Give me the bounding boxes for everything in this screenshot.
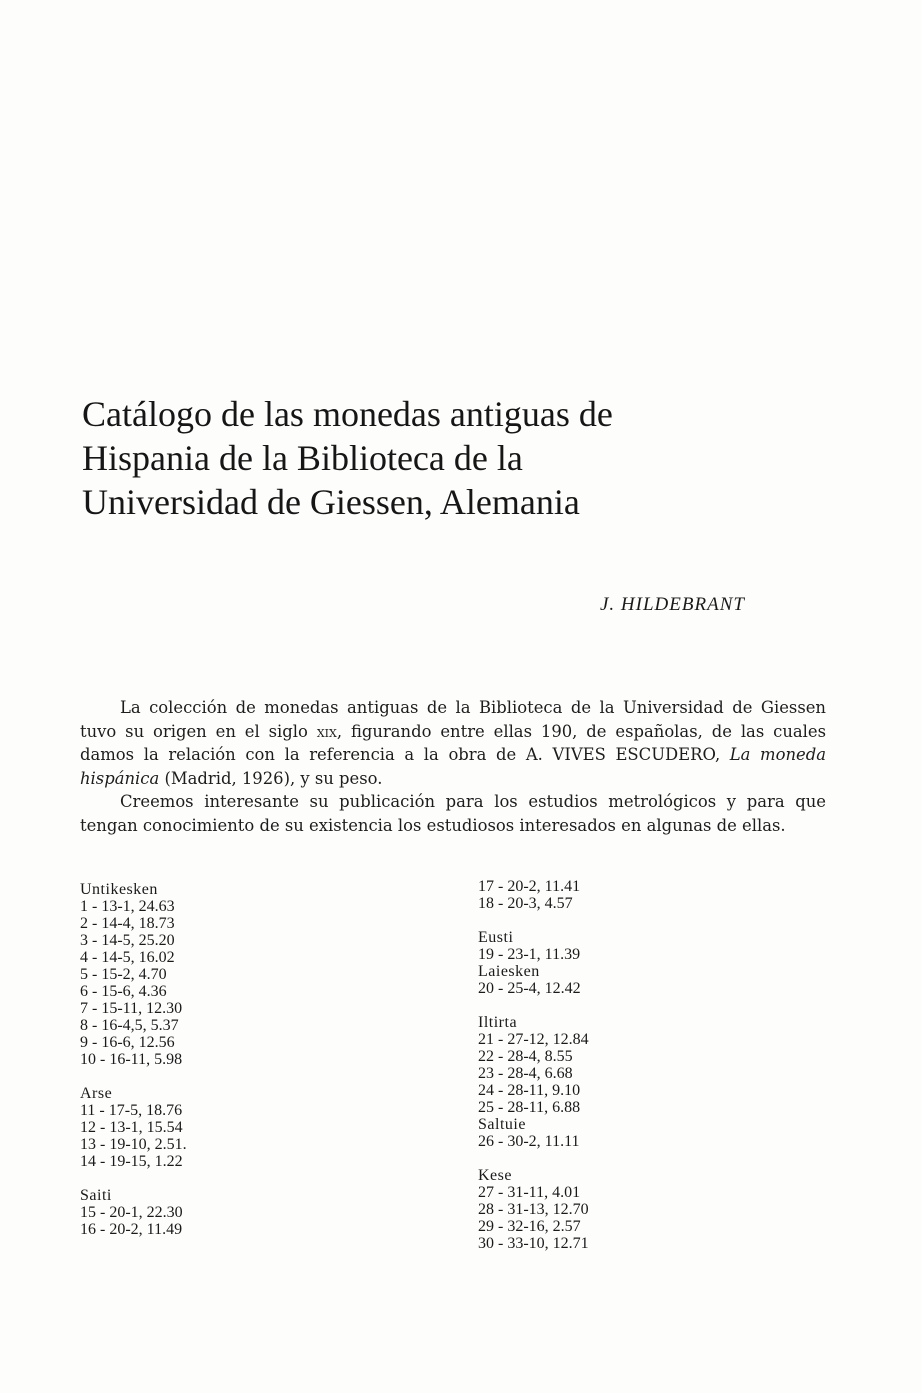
title-line: Universidad de Giessen, Alemania [82, 482, 580, 522]
coin-entry: 16 - 20-2, 11.49 [80, 1221, 183, 1238]
mint-name: Saltuie [478, 1116, 526, 1133]
coin-entry: 12 - 13-1, 15.54 [80, 1119, 183, 1136]
coin-entry: 25 - 28-11, 6.88 [478, 1099, 581, 1116]
author-name: J. HILDEBRANT [600, 594, 745, 615]
mint-name: Saiti [80, 1187, 112, 1204]
mint-group-kese [478, 1167, 778, 1252]
coin-entry: 2 - 14-4, 18.73 [80, 915, 175, 932]
article-title [82, 392, 782, 524]
coin-entry: 15 - 20-1, 22.30 [80, 1204, 183, 1221]
catalog-column-left [80, 881, 380, 1238]
coin-entry: 21 - 27-12, 12.84 [478, 1031, 589, 1048]
mint-group-iltirta [478, 1014, 778, 1116]
mint-name: Iltirta [478, 1014, 518, 1031]
mint-group-laiesken [478, 963, 778, 997]
mint-name: Kese [478, 1167, 512, 1184]
mint-group-saiti [80, 1187, 380, 1238]
coin-entry: 27 - 31-11, 4.01 [478, 1184, 581, 1201]
mint-group-eusti [478, 929, 778, 963]
coin-entry: 26 - 30-2, 11.11 [478, 1133, 580, 1150]
coin-entry: 10 - 16-11, 5.98 [80, 1051, 183, 1068]
coin-entry: 1 - 13-1, 24.63 [80, 898, 175, 915]
mint-group-untikesken [80, 881, 380, 1068]
coin-entry: 24 - 28-11, 9.10 [478, 1082, 581, 1099]
coin-entry: 19 - 23-1, 11.39 [478, 946, 581, 963]
title-line: Hispania de la Biblioteca de la [82, 438, 523, 478]
title-line: Catálogo de las monedas antiguas de [82, 394, 613, 434]
coin-entry: 7 - 15-11, 12.30 [80, 1000, 183, 1017]
paragraph-1 [80, 696, 826, 790]
coin-entry: 13 - 19-10, 2.51. [80, 1136, 187, 1153]
paragraph-1-part-1: La colección de monedas antiguas de la Biblioteca de la Universidad de Giessen tuvo su origen en el siglo [80, 698, 826, 741]
catalog-column-right [478, 878, 778, 1252]
coin-entry: 20 - 25-4, 12.42 [478, 980, 581, 997]
coin-entry: 9 - 16-6, 12.56 [80, 1034, 175, 1051]
century-numeral: xix [316, 721, 337, 741]
coin-entry: 6 - 15-6, 4.36 [80, 983, 167, 1000]
paragraph-2: Creemos interesante su publicación para los estudios metrológicos y para que tengan conocimiento de su existencia los estudiosos interesados en algunas de ellas. [80, 792, 826, 835]
paragraph-1-part-3: (Madrid, 1926), y su peso. [159, 768, 383, 788]
mint-name: Laiesken [478, 963, 540, 980]
mint-name: Untikesken [80, 881, 158, 898]
coin-entry: 22 - 28-4, 8.55 [478, 1048, 573, 1065]
coin-entry: 28 - 31-13, 12.70 [478, 1201, 589, 1218]
coin-entry: 14 - 19-15, 1.22 [80, 1153, 183, 1170]
coin-entry: 3 - 14-5, 25.20 [80, 932, 175, 949]
coin-entry: 17 - 20-2, 11.41 [478, 878, 581, 895]
mint-group-saltuie [478, 1116, 778, 1150]
book-title: La moneda hispánica [80, 745, 826, 788]
coin-entry: 18 - 20-3, 4.57 [478, 895, 573, 912]
coin-entry: 4 - 14-5, 16.02 [80, 949, 175, 966]
coin-entry: 29 - 32-16, 2.57 [478, 1218, 581, 1235]
coin-entry: 8 - 16-4,5, 5.37 [80, 1017, 179, 1034]
coin-entry: 30 - 33-10, 12.71 [478, 1235, 589, 1252]
mint-name: Eusti [478, 929, 514, 946]
coin-entry: 23 - 28-4, 6.68 [478, 1065, 573, 1082]
saiti-continued [478, 878, 778, 912]
mint-name: Arse [80, 1085, 113, 1102]
coin-entry: 11 - 17-5, 18.76 [80, 1102, 183, 1119]
paragraph-1-part-2: , figurando entre ellas 190, de españolas, de las cuales damos la relación con la referencia a la obra de A. VIVES ESCUDERO, [80, 721, 827, 764]
mint-group-arse [80, 1085, 380, 1170]
introduction-text [80, 696, 826, 837]
coin-entry: 5 - 15-2, 4.70 [80, 966, 167, 983]
